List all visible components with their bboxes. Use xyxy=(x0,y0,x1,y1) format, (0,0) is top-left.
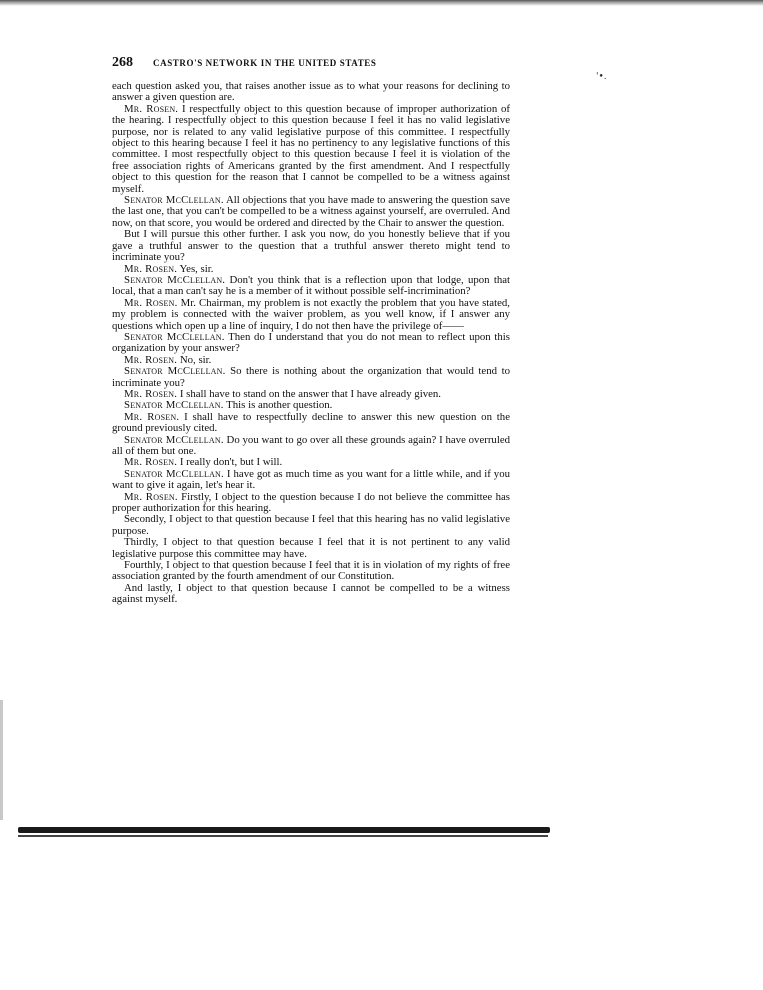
paragraph xyxy=(112,298,510,332)
paragraph-text: I shall have to respectfully decline to answer this new question on the ground previously cited. xyxy=(112,410,510,435)
paragraph-text: Yes, sir. xyxy=(179,262,214,275)
paragraph-text: So there is nothing about the organization that would tend to incriminate you? xyxy=(112,365,510,389)
paragraph xyxy=(112,469,510,492)
paragraph xyxy=(112,514,510,537)
speaker-name: Senator McClellan. xyxy=(124,467,224,480)
page-number: 268 xyxy=(112,55,133,70)
speaker-name: Mr. Rosen. xyxy=(124,296,178,309)
paragraph-text: No, sir. xyxy=(179,353,212,366)
paragraph-text: And lastly, I object to that question because I cannot be compelled to be a witness against myself. xyxy=(112,581,510,606)
paragraph xyxy=(112,229,510,263)
paragraph-text: Then do I understand that you do not mean to reflect upon this organization by your answer? xyxy=(112,330,511,355)
paragraph-text: Mr. Chairman, my problem is not exactly the problem that you have stated, my problem is connected with the waiver problem, as you well know, if I answer any questions which open up a line of inquiry, I do not then have the privilege of—— xyxy=(112,296,510,332)
paragraph-text: each question asked you, that raises another issue as to what your reasons for declining to answer a given question are. xyxy=(112,80,510,104)
paragraph xyxy=(112,104,510,195)
stray-mark: '•. xyxy=(596,72,607,82)
paragraph-text: I really don't, but I will. xyxy=(179,456,283,469)
speaker-name: Senator McClellan. xyxy=(124,330,225,343)
page-header xyxy=(112,55,512,71)
paragraph-text: Firstly, I object to the question because I do not believe the committee has proper authorization for this hearing. xyxy=(112,490,510,515)
speaker-name: Mr. Rosen. xyxy=(124,456,178,469)
paragraph-text: I have got as much time as you want for a little while, and if you want to give it again, let's hear it. xyxy=(112,467,510,492)
footer-rule-thin xyxy=(18,835,548,837)
paragraph-text: I shall have to stand on the answer that I have already given. xyxy=(179,387,441,400)
speaker-name: Senator McClellan. xyxy=(124,433,224,446)
transcript-text xyxy=(112,81,510,606)
speaker-name: Mr. Rosen. xyxy=(124,490,178,503)
paragraph-text: I respectfully object to this question because of improper authorization of the hearing. I respectfully object to this question because I feel it has no valid legislative purpose, nor is related to any valid legislative purpose of this committee. I respectfully object to this hearing because I feel it has no pertinency to any legislative functions of this committee. I most respectfully object to this question because I feel it is violation of the free association rights of Americans granted by the first amendment. And I respectfully object to this question for the reason that I cannot be compelled to be a witness against myself. xyxy=(112,102,510,195)
scan-edge-top xyxy=(0,0,763,6)
speaker-name: Mr. Rosen. xyxy=(124,102,179,115)
speaker-name: Mr. Rosen. xyxy=(124,262,178,275)
paragraph xyxy=(112,492,510,515)
paragraph xyxy=(112,560,510,583)
paragraph-text: Secondly, I object to that question because I feel that this hearing has no valid legislative purpose. xyxy=(112,513,510,537)
footer-rule xyxy=(18,827,550,833)
paragraph xyxy=(112,583,510,606)
speaker-name: Mr. Rosen. xyxy=(124,387,178,400)
speaker-name: Senator McClellan. xyxy=(124,399,224,412)
speaker-name: Mr. Rosen. xyxy=(124,410,180,423)
paragraph xyxy=(112,275,510,298)
paragraph xyxy=(112,366,510,389)
speaker-name: Senator McClellan. xyxy=(124,365,226,378)
paragraph-text: All objections that you have made to answering the question save the last one, that you can't be compelled to be a witness against yourself, are overruled. And now, on that score, you would be ordered and directed by the Chair to answer the question. xyxy=(112,194,510,229)
speaker-name: Senator McClellan. xyxy=(124,273,226,286)
paragraph xyxy=(112,537,510,560)
running-title: CASTRO'S NETWORK IN THE UNITED STATES xyxy=(153,58,377,68)
scan-edge-left xyxy=(0,700,3,820)
paragraph-text: Fourthly, I object to that question because I feel that it is in violation of my rights of free association granted by the fourth amendment of our Constitution. xyxy=(112,559,510,583)
paragraph xyxy=(112,332,510,355)
paragraph-text: Do you want to go over all these grounds again? I have overruled all of them but one. xyxy=(112,433,511,457)
paragraph-text: This is another question. xyxy=(226,399,333,412)
paragraph xyxy=(112,81,510,104)
paragraph-text: Don't you think that is a reflection upon that lodge, upon that local, that a man can't say he is a member of it without possible self-incrimination? xyxy=(112,273,511,298)
paragraph-text: But I will pursue this other further. I ask you now, do you honestly believe that if you gave a truthful answer to the question that a truthful answer thereto might tend to incriminate you? xyxy=(112,228,510,264)
speaker-name: Mr. Rosen. xyxy=(124,353,178,366)
speaker-name: Senator McClellan. xyxy=(124,194,224,207)
paragraph-text: Thirdly, I object to that question because I feel that it is not pertinent to any valid legislative purpose this committee may have. xyxy=(112,536,510,560)
paragraph xyxy=(112,195,510,229)
paragraph xyxy=(112,412,510,435)
paragraph xyxy=(112,435,510,458)
